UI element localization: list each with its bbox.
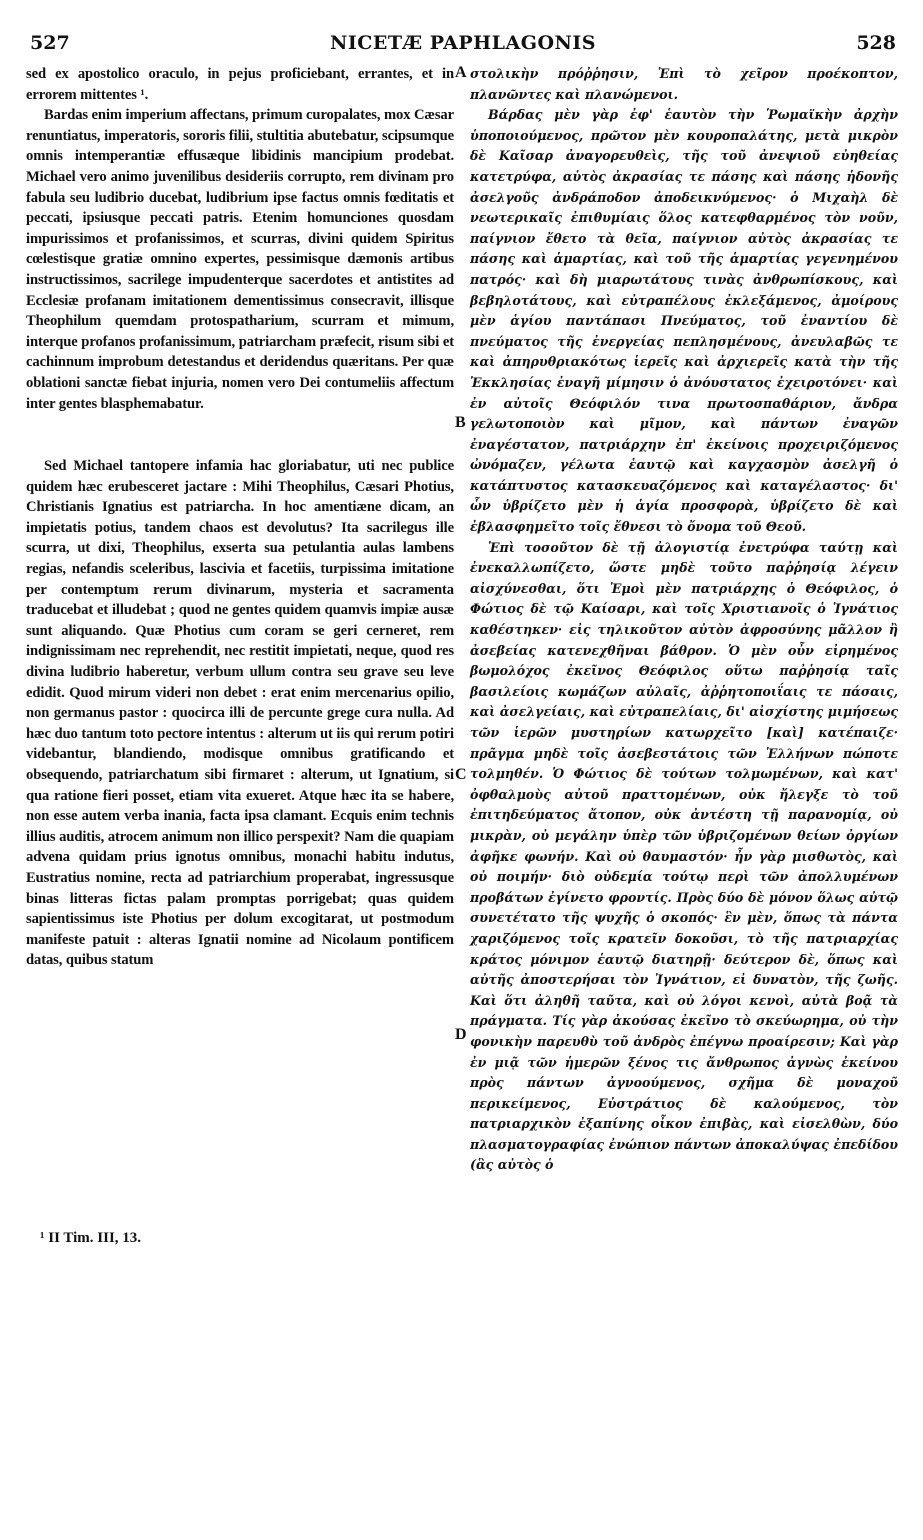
page-number-left: 527 [30, 32, 70, 54]
latin-paragraph-1: sed ex apostolico oraculo, in pejus proficiebant, errantes, et in errorem mittentes ¹. [26, 66, 454, 103]
greek-paragraph-1: στολικὴν πρόῤῥησιν, Ἐπὶ τὸ χεῖρον προέκοπτον, πλανῶντες καὶ πλανώμενοι. [470, 66, 898, 102]
latin-column [26, 64, 454, 971]
margin-marker-c: C [455, 766, 467, 783]
footnote: ¹ II Tim. III, 13. [40, 1230, 142, 1246]
page-number-right: 528 [856, 32, 896, 54]
margin-marker-b: B [455, 414, 466, 431]
margin-marker-a: A [455, 64, 467, 81]
running-title: NICETÆ PAPHLAGONIS [329, 32, 596, 54]
page-header [30, 32, 896, 58]
greek-column [470, 64, 898, 1176]
latin-paragraph-3: Sed Michael tantopere infamia hac gloriabatur, uti nec publice quidem hæc erubesceret jactare : Mihi Theophilus, Cæsari Photius, Christianis Ignatius est patriarcha. In hoc amentiæne dicam, an impietatis potius, tandem chaos est devolutus? Ita sacrilegus ille scurra, ut dixi, Theophilus, exserta sua petulantia aulas lambens regias, nefandis sceleribus, lascivia et facetiis, turpissima imitatione per contemptum rerum divinarum, mysteria et sacramenta traducebat et illudebat ; quod ne gentes quidem quamvis impiæ ausæ sunt aliquando. Quæ Photius cum coram se geri cerneret, rem indignissimam nec reprehendit, nec restitit impietati, neque, quod res divina ludibrio haberetur, verbum ullum contra seu grave seu leve edidit. Quod mirum videri non debet : erat enim mercenarius opilio, non germanus pastor : quocirca illi de percunte grege cura nulla. Ad hæc duo tantum toto pectore intentus : alterum ut iis qui rerum potiri videbantur, blandiendo, modisque omnibus gratificando et obsequendo, patriarchatum sibi firmaret : alterum, ut Ignatium, si qua ratione fieri posset, etiam vita exueret. Atque hæc ita se habere, non esse autem verba inania, facta ipsa clamant. Ecquis enim technis illius auditis, atrocem animum non illico perspexit? Nam die quapiam advena quidam prius ignotus omnibus, monachi habitu indutus, Eustratius nomine, recta ad patriarchium properabat, ingressusque binas litteras fictas palam promptas porrigebat; quas quidem sapientissimus iste Photius per dolum excogitarat, ut postmodum manifeste patuit : alteras Ignatii nomine ad Nicolaum pontificem datas, quibus statum [26, 458, 454, 969]
latin-paragraph-2: Bardas enim imperium affectans, primum curopalates, mox Cæsar renuntiatus, imperatoris, sororis filii, stultitia abutebatur, scipsumque omnis intemperantiæ effusæque libidinis mancipium prodebat. Michael vero animo juvenilibus desideriis corrupto, rem divinam pro fabula seu ludibrio ducebat, ludibrium ipse factus omnis fœditatis et peccati, ipsiusque peccati patris. Etenim homunciones quosdam impurissimos et profanissimos, et scurras, divini quidem Spiritus cœlestisque gratiæ omnino expertes, pessimisque dæmonis artibus instructissimos, sacrilege impudenterque sacerdotes et antistites ad Ecclesiæ profanam imitationem dementissimus consecravit, illisque Theophilum quemdam protospatharium, scurram et mimum, interque profanos profanissimum, patriarcham præfecit, risum sibi et cachinnum improbum detestandus et deridendus quæritans. Per quæ oblationi sanctæ fiebat injuria, nomen vero Dei contumeliis affectum inter gentes blasphemabatur. [26, 107, 454, 412]
margin-marker-d: D [455, 1026, 467, 1043]
greek-paragraph-2: Βάρδας μὲν γὰρ ἐφ' ἑαυτὸν τὴν Ῥωμαϊκὴν ἀρχὴν ὑποποιούμενος, πρῶτον μὲν κουροπαλάτης, μετὰ μικρὸν δὲ Καῖσαρ ἀναγορευθεὶς, τῆς τοῦ ἀνεψιοῦ εὐηθείας κατετρύφα, αὑτὸς ἀκρασίας τε πάσης καὶ πάσης ἡδονῆς ἀσελγοῦς ἀνδράποδον ἀποδεικνύμενος· ὁ Μιχαὴλ δὲ νεωτερικαῖς ἐπιθυμίαις ὅλος κατεφθαρμένος τὸν νοῦν, παίγνιον ἔθετο τὰ θεῖα, παίγνιον αὐτὸς ἀκρασίας τε πάσης καὶ ἁμαρτίας, καὶ τοῦ τῆς ἁμαρτίας γεγενημένου πατρός· καὶ δὴ μιαρωτάτους τινὰς ἀνθρωπίσκους, καὶ βεβηλοτάτους, καὶ εὐτραπέλους ἐκλεξάμενος, ἀμοίρους μὲν ἁγίου παντάπασι Πνεύματος, τοῦ ἐναντίου δὲ πνεύματος τῆς ἐνεργείας πεπλησμένους, ἀνευλαβῶς τε καὶ ἀπηρυθριακότως ἱερεῖς καὶ ἀρχιερεῖς κατὰ τὴν τῆς Ἐκκλησίας ἐναγῆ μίμησιν ὁ ἀνόυστατος ἐχειροτόνει· καὶ ἐν αὐτοῖς Θεόφιλόν τινα πρωτοσπαθάριον, ἄνδρα γελωτοποιὸν καὶ μῖμον, καὶ πάντων ἐναγῶν ἐναγέστατον, πατριάρχην ἐπ' ἐκείνοις προχειριζόμενος ὠνόμαζεν, γέλωτα ἑαυτῷ καὶ καγχασμὸν ἀσελγῆ ὁ κατάπτυστος κατασκευαζόμενος καὶ καταγέλαστος· δι' ὧν ὑβρίζετο μὲν ἡ ἁγία προσφορὰ, ὑβρίζετο δὲ καὶ ἐβλασφημεῖτο τοῖς ἔθνεσι τὸ ὄνομα τοῦ Θεοῦ. [470, 107, 898, 535]
greek-paragraph-3: Ἐπὶ τοσοῦτον δὲ τῇ ἀλογιστίᾳ ἐνετρύφα ταύτῃ καὶ ἐνεκαλλωπίζετο, ὥστε μηδὲ τοῦτο παῤῥησίᾳ λέγειν αἰσχύνεσθαι, ὅτι Ἐμοὶ μὲν πατριάρχης ὁ Θεόφιλος, ὁ Φώτιος δὲ τῷ Καίσαρι, καὶ τοῖς Χριστιανοῖς ὁ Ἰγνάτιος καθέστηκεν· εἰς τηλικοῦτον αὐτὸν ἀφροσύνης μᾶλλον ἢ ἀσεβείας κατενεχθῆναι βάθρον. Ὁ μὲν οὖν εἰρημένος βωμολόχος ἐκεῖνος Θεόφιλος οὕτω παῤῥησίᾳ ταῖς βασιλείοις κωμάζων αὐλαῖς, ἀῤῥητοποιΐαις τε πάσαις, καὶ ἀσελγείαις, καὶ εὐτραπελίαις, δι' αἰσχίστης μιμήσεως τῶν ἱερῶν μυστηρίων κατωρχεῖτο [καὶ] κατέπαιζε· πρᾶγμα μηδὲ τοῖς ἀσεβεστάτοις τῶν Ἑλλήνων πώποτε τολμηθέν. Ὁ Φώτιος δὲ τούτων τολμωμένων, καὶ κατ' ὀφθαλμοὺς αὐτοῦ πραττομένων, οὐκ ἤλεγξε τὸ τοῦ ἐπιτηδεύματος ἄτοπον, οὐκ ἀντέστη τῇ παρανομίᾳ, οὐ μικρὰν, οὐ μεγάλην ὑπὲρ τῶν ὑβριζομένων θείων ὀργίων ἀφῆκε φωνήν. Καὶ οὐ θαυμαστόν· ἦν γὰρ μισθωτὸς, καὶ οὐ ποιμήν· διὸ οὐδεμία τούτῳ περὶ τῶν ἀπολλυμένων προβάτων ἐγίνετο φροντίς. Πρὸς δύο δὲ μόνον ὅλως αὐτῷ συνετέτατο τῆς ψυχῆς ὁ σκοπός· ἓν μὲν, ὅπως τὰ πάντα χαριζόμενος τοῖς κρατεῖν δοκοῦσι, τὸ τῆς πατριαρχίας κράτος μόνιμον ἑαυτῷ διατηρῇ· δεύτερον δὲ, ὅπως καὶ αὐτῆς ἀποστερήσαι τὸν Ἰγνάτιον, εἰ δυνατὸν, τῆς ζωῆς. Καὶ ὅτι ἀληθῆ ταῦτα, καὶ οὐ λόγοι κενοὶ, αὐτὰ βοᾷ τὰ πράγματα. Τίς γὰρ ἀκούσας ἐκεῖνο τὸ σκεύωρημα, οὐ τὴν φονικὴν παρευθὺ τοῦ ἀνδρὸς ἐπέγνω προαίρεσιν; Καὶ γὰρ ἐν μιᾷ τῶν ἡμερῶν ξένος τις ἄνθρωπος ἀγνὼς ἐκείνου πρὸς πάντων ἀγνοούμενος, σχῆμα δὲ μοναχοῦ περικείμενος, Εὐστράτιος δὲ καλούμενος, τὸν πατριαρχικὸν ἐξαπίνης οἶκον ἐπιβὰς, καὶ εἰσελθὼν, δύο πλασματογραφίας ἐνώπιον πάντων ἀποκαλύψας ἐπεδίδου (ἃς αὐτὸς ὁ [470, 539, 898, 1173]
